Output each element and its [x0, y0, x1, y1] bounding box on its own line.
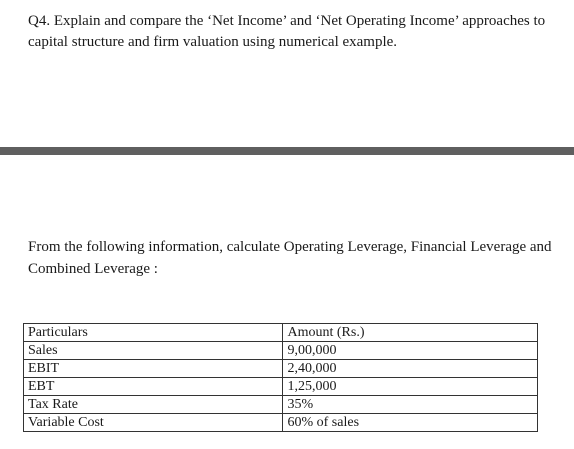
- row-label-ebt: EBT: [24, 378, 283, 396]
- header-amount: Amount (Rs.): [283, 324, 538, 342]
- table-row: [24, 360, 538, 378]
- row-value-tax-rate: 35%: [283, 396, 538, 414]
- section-divider: [0, 147, 574, 155]
- row-label-tax-rate: Tax Rate: [24, 396, 283, 414]
- row-value-sales: 9,00,000: [283, 342, 538, 360]
- row-value-variable-cost: 60% of sales: [283, 414, 538, 432]
- row-label-sales: Sales: [24, 342, 283, 360]
- row-label-variable-cost: Variable Cost: [24, 414, 283, 432]
- table-row: [24, 378, 538, 396]
- question-text: Q4. Explain and compare the ‘Net Income’ and ‘Net Operating Income’ approaches to capital structure and firm valuation using numerical example.: [28, 13, 546, 50]
- table-row: [24, 342, 538, 360]
- row-label-ebit: EBIT: [24, 360, 283, 378]
- row-value-ebt: 1,25,000: [283, 378, 538, 396]
- problem-intro: From the following information, calculate Operating Leverage, Financial Leverage and Combined Leverage :: [28, 239, 552, 277]
- table-row: [24, 414, 538, 432]
- row-value-ebit: 2,40,000: [283, 360, 538, 378]
- data-table: [23, 323, 538, 432]
- header-particulars: Particulars: [24, 324, 283, 342]
- table-header-row: [24, 324, 538, 342]
- table-row: [24, 396, 538, 414]
